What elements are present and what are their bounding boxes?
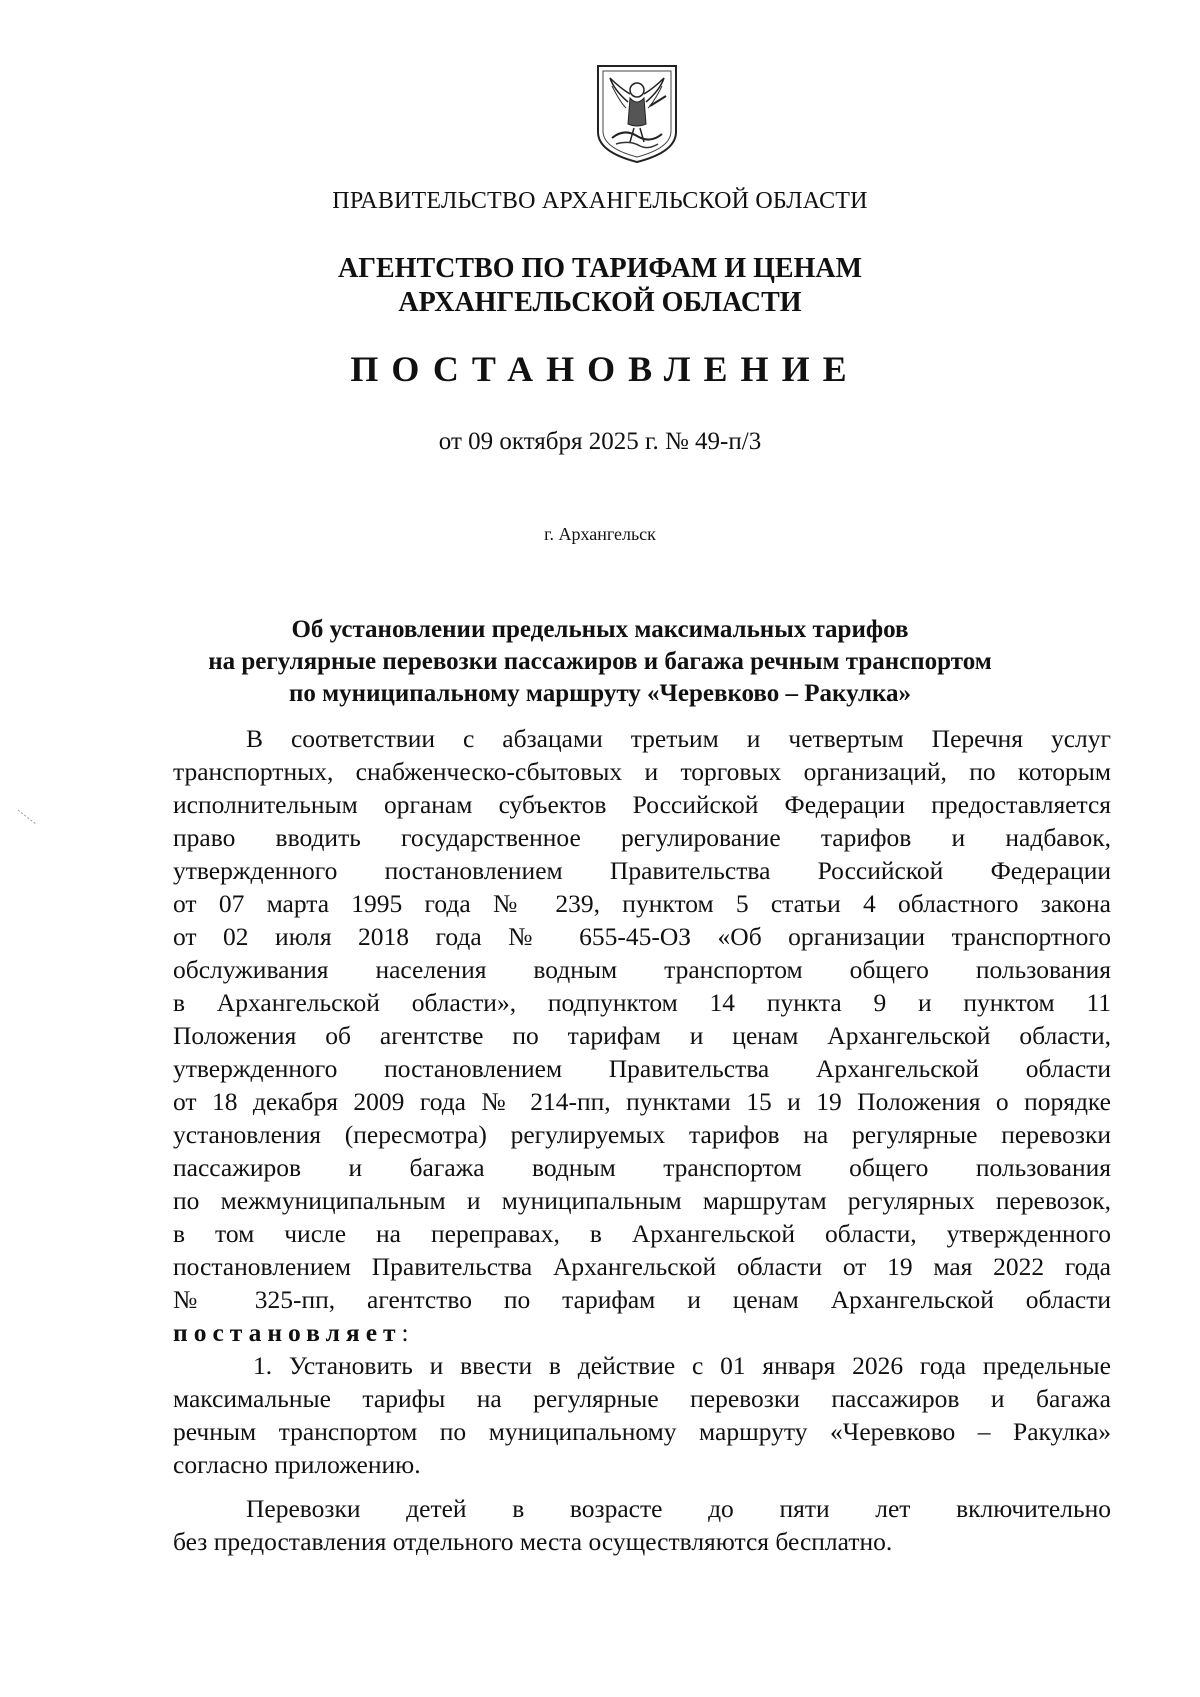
title-line: Об установлении предельных максимальных тарифов (291, 616, 909, 643)
preamble-line: право вводить государственное регулирование тарифов и надбавок, (173, 823, 1111, 852)
preamble-line: утвержденного постановлением Правительства Архангельской области (173, 1054, 1111, 1083)
preamble-line: Положения об агентстве по тарифам и ценам Архангельской области, (173, 1021, 1111, 1050)
preamble-line: в том числе на переправах, в Архангельской области, утвержденного (173, 1219, 1111, 1248)
item-1-paragraph (173, 1349, 1111, 1481)
preamble-line: от 18 декабря 2009 года № 214-пп, пунктами 15 и 19 Положения о порядке (173, 1087, 1111, 1116)
title-line: по муниципальному маршруту «Черевково – Ракулка» (289, 680, 911, 707)
scan-mark (16, 806, 38, 828)
document-date-number: от 09 октября 2025 г. № 49-п/3 (438, 428, 762, 455)
preamble-line: в Архангельской области», подпунктом 14 пункта 9 и пунктом 11 (173, 988, 1111, 1017)
preamble-line: исполнительным органам субъектов Российской Федерации предоставляется (173, 790, 1111, 819)
item-1-line: речным транспортом по муниципальному маршруту «Черевково – Ракулка» (173, 1417, 1111, 1446)
preamble-line: пассажиров и багажа водным транспортом общего пользования (173, 1153, 1111, 1182)
item-1-line: согласно приложению. (173, 1450, 421, 1479)
children-note-line: без предоставления отдельного места осуществляются бесплатно. (173, 1527, 893, 1556)
resolves-colon: : (401, 1318, 409, 1347)
government-name: ПРАВИТЕЛЬСТВО АРХАНГЕЛЬСКОЙ ОБЛАСТИ (332, 188, 868, 214)
preamble-paragraph (173, 722, 1111, 1349)
preamble-line: по межмуниципальным и муниципальным маршрутам регулярных перевозок, (173, 1186, 1111, 1215)
preamble-line: обслуживания населения водным транспортом общего пользования (173, 955, 1111, 984)
preamble-line: установления (пересмотра) регулируемых тарифов на регулярные перевозки (173, 1120, 1111, 1149)
preamble-line: от 02 июля 2018 года № 655-45-ОЗ «Об организации транспортного (173, 922, 1111, 951)
preamble-line: № 325-пп, агентство по тарифам и ценам Архангельской области (173, 1285, 1111, 1314)
preamble-line: от 07 марта 1995 года № 239, пунктом 5 статьи 4 областного закона (173, 889, 1111, 918)
agency-name-line1: АГЕНТСТВО ПО ТАРИФАМ И ЦЕНАМ (337, 253, 863, 284)
resolves-word: постановляет (173, 1318, 402, 1347)
preamble-line: утвержденного постановлением Правительства Российской Федерации (173, 856, 1111, 885)
preamble-line: постановлением Правительства Архангельской области от 19 мая 2022 года (173, 1252, 1111, 1281)
preamble-line: транспортных, снабженческо-сбытовых и торговых организаций, по которым (173, 757, 1111, 786)
agency-name-line2: АРХАНГЕЛЬСКОЙ ОБЛАСТИ (398, 287, 802, 318)
children-note-line: Перевозки детей в возрасте до пяти лет включительно (246, 1494, 1111, 1523)
document-title (0, 614, 1200, 710)
agency-name (0, 252, 1200, 320)
coat-of-arms-emblem (590, 62, 684, 166)
preamble-line: В соответствии с абзацами третьим и четвертым Перечня услуг (246, 724, 1111, 753)
item-1-line: 1. Установить и ввести в действие с 01 января 2026 года предельные (253, 1351, 1111, 1380)
item-1-line: максимальные тарифы на регулярные перевозки пассажиров и багажа (173, 1384, 1111, 1413)
document-city: г. Архангельск (544, 524, 656, 544)
children-note-paragraph (173, 1492, 1111, 1558)
title-line: на регулярные перевозки пассажиров и багажа речным транспортом (208, 648, 992, 675)
document-type-heading: ПОСТАНОВЛЕНИЕ (350, 349, 860, 389)
resolves-line (173, 1316, 1111, 1349)
